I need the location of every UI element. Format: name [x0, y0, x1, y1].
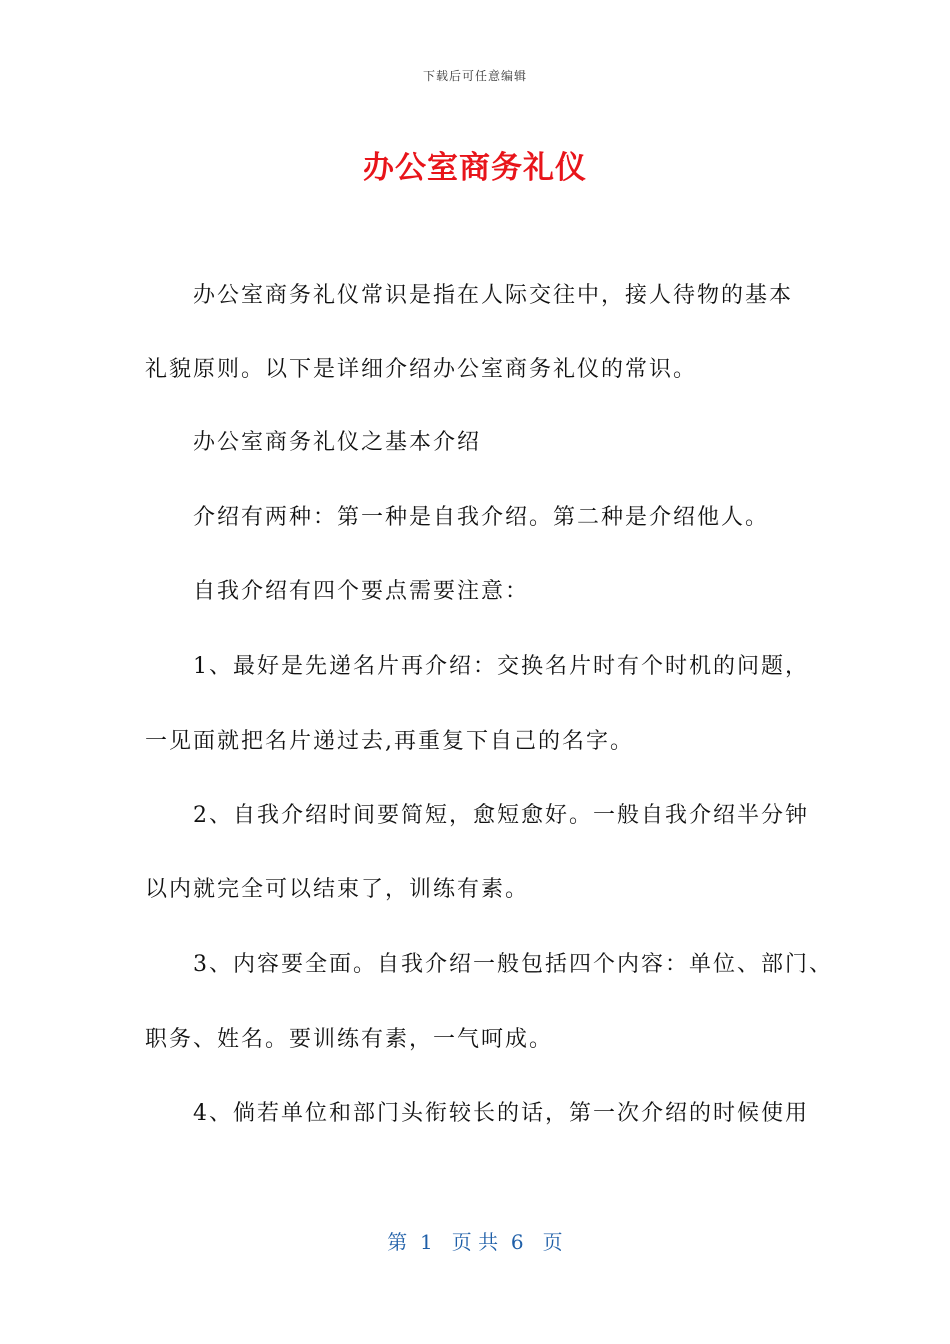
list-item-3-line-2: 职务、姓名。要训练有素，一气呵成。: [145, 1027, 554, 1052]
list-item-4-line-1: 4、倘若单位和部门头衔较长的话，第一次介绍的时候使用: [193, 1101, 809, 1126]
list-item-3-line-1: 3、内容要全面。自我介绍一般包括四个内容：单位、部门、: [193, 952, 833, 977]
page-header-note: 下载后可任意编辑: [422, 69, 527, 83]
section-heading-introduction: 办公室商务礼仪之基本介绍: [193, 430, 482, 455]
document-title: 办公室商务礼仪: [363, 150, 587, 186]
list-item-2-line-2: 以内就完全可以结束了，训练有素。: [145, 877, 530, 902]
list-item-2-line-1: 2、自我介绍时间要简短，愈短愈好。一般自我介绍半分钟: [193, 803, 809, 828]
paragraph-line-1: 办公室商务礼仪常识是指在人际交往中，接人待物的基本: [193, 283, 794, 308]
paragraph-line-3: 介绍有两种：第一种是自我介绍。第二种是介绍他人。: [193, 505, 770, 530]
page-number-footer: 第 1 页 共 6 页: [387, 1230, 563, 1254]
list-item-1-line-1: 1、最好是先递名片再介绍：交换名片时有个时机的问题，: [193, 654, 809, 679]
paragraph-line-4: 自我介绍有四个要点需要注意：: [193, 579, 530, 604]
paragraph-line-2: 礼貌原则。以下是详细介绍办公室商务礼仪的常识。: [145, 357, 698, 382]
list-item-1-line-2: 一见面就把名片递过去,再重复下自己的名字。: [145, 729, 634, 754]
